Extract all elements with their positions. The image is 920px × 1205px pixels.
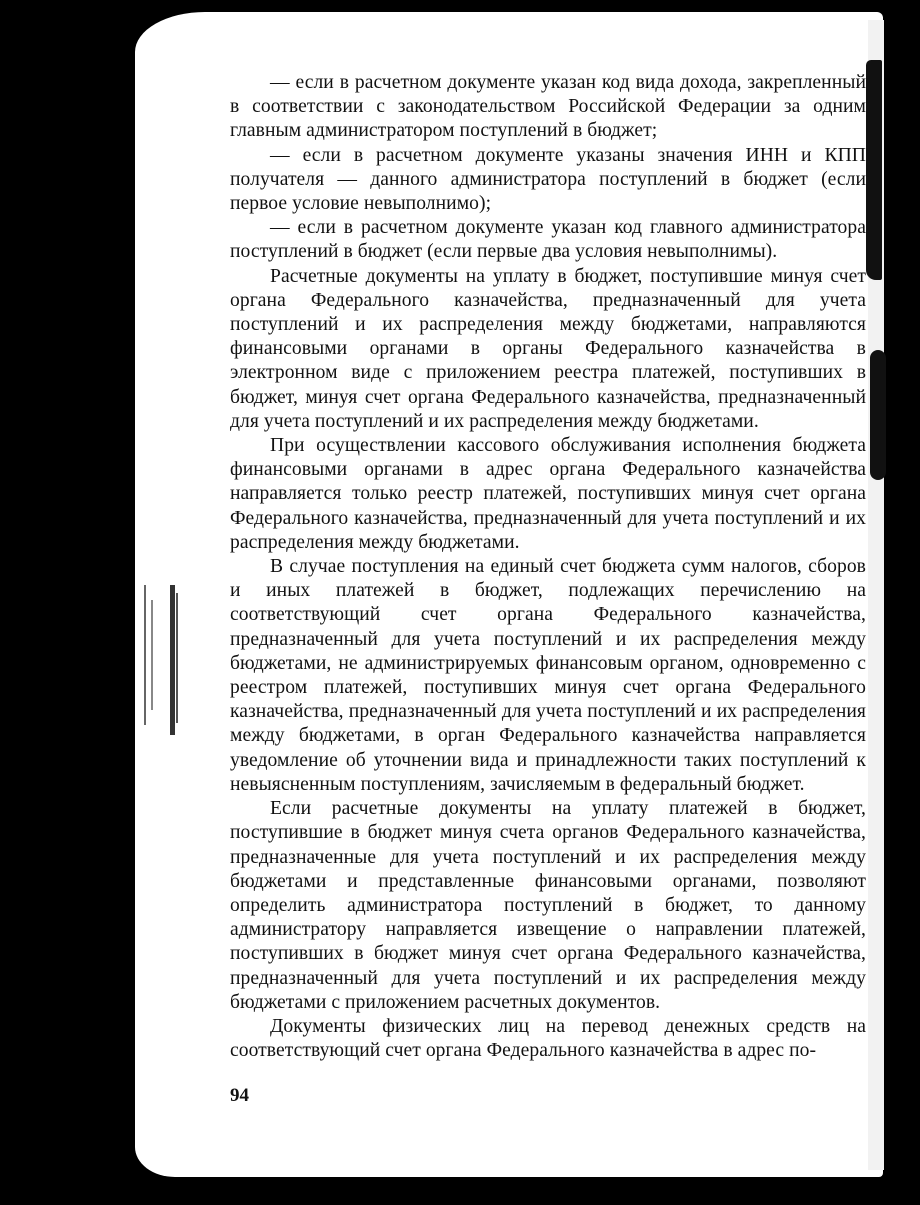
paragraph: Расчетные документы на уплату в бюджет, поступившие минуя счет органа Федерального казначейства, предназначенный для учета поступлений и их распределения между бюджетами, направляются финансовыми органами в органы Федерального казначейства в электронном виде с приложением реестра платежей, поступивших в бюджет, минуя счет органа Федерального казначейства, предназначенный для учета поступлений и их распределения между бюджетами. <box>230 265 866 432</box>
paragraph: Документы физических лиц на перевод денежных средств на соответствующий счет органа Федерального казначейства в адрес по- <box>230 1015 866 1062</box>
scan-artifact-top <box>866 60 882 280</box>
paragraph: В случае поступления на единый счет бюджета сумм налогов, сборов и иных платежей в бюджет, подлежащих перечислению на соответствующий счет органа Федерального казначейства, предназначенный для учета поступлений и их распределения между бюджетами, не администрируемых финансовым органом, одновременно с реестром платежей, поступивших минуя счет органа Федерального казначейства, предназначенный для учета поступлений и их распределения между бюджетами, в орган Федерального казначейства направляется уведомление об уточнении вида и принадлежности таких поступлений к невыясненным поступлениям, зачисляемым в федеральный бюджет. <box>230 556 866 795</box>
paragraph: Если расчетные документы на уплату платежей в бюджет, поступившие в бюджет минуя счета органов Федерального казначейства, предназначенные для учета поступлений и их распределения между бюджетами и представленные финансовыми органами, позволяют определить администратора поступлений в бюджет, то данному администратору направляется извещение о направлении платежей, поступивших в бюджет минуя счет органа Федерального казначейства, предназначенный для учета поступлений и их распределения между бюджетами с приложением расчетных документов. <box>230 798 866 1013</box>
paragraph: — если в расчетном документе указан код вида дохода, закрепленный в соответствии с законодательством Российской Федерации за одним главным администратором поступлений в бюджет; <box>230 72 866 142</box>
document-body <box>230 71 866 1063</box>
paragraph: При осуществлении кассового обслуживания исполнения бюджета финансовыми органами в адрес органа Федерального казначейства направляется только реестр платежей, поступивших минуя счет органа Федерального казначейства, предназначенный для учета поступлений и их распределения между бюджетами. <box>230 435 866 553</box>
scan-artifact-middle <box>870 350 886 480</box>
paragraph: — если в расчетном документе указан код главного администратора поступлений в бюджет (если первые два условия невыполнимы). <box>230 217 866 263</box>
page-number: 94 <box>230 1085 249 1106</box>
paragraph: — если в расчетном документе указаны значения ИНН и КПП получателя — данного администратора поступлений в бюджет (если первое условие невыполнимо); <box>230 144 866 215</box>
margin-scan-marks <box>142 585 180 735</box>
